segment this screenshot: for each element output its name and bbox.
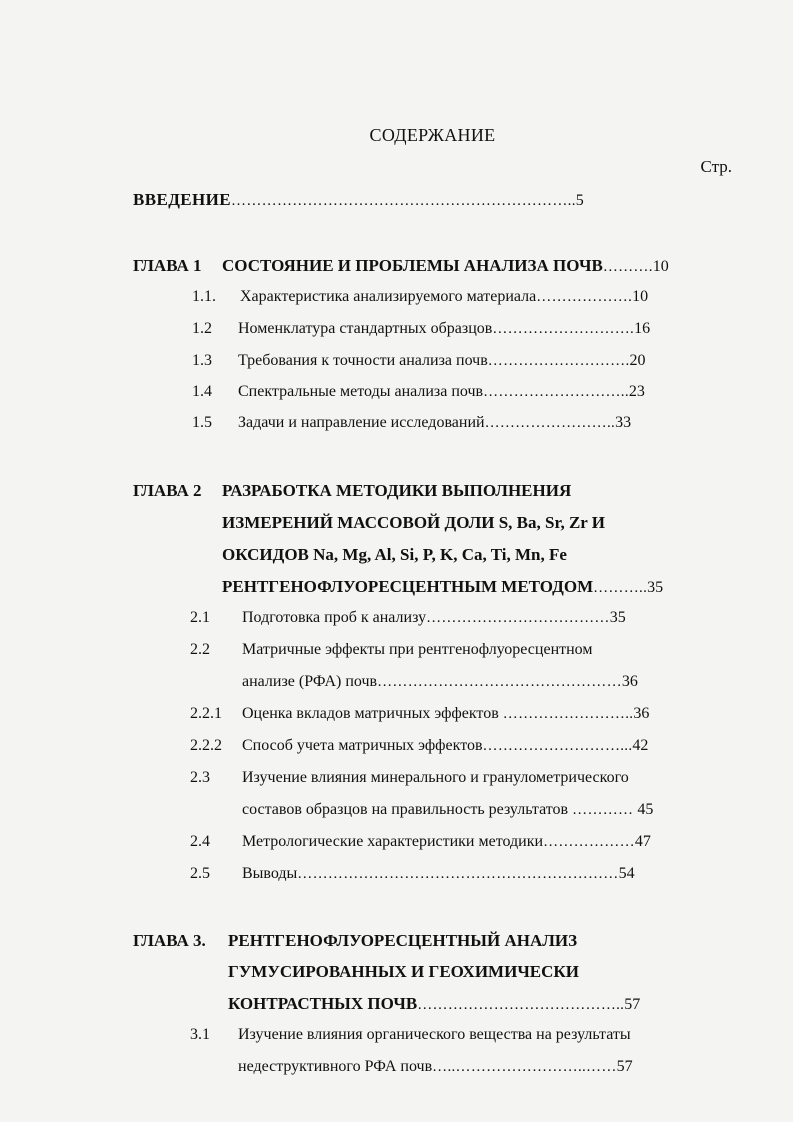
leader-dots: …..……………………..……	[432, 1059, 617, 1075]
leader-dots: ……….	[602, 259, 653, 275]
chapter-title: РЕНТГЕНОФЛУОРЕСЦЕНТНЫЙ АНАЛИЗ	[228, 931, 578, 950]
page-title: СОДЕРЖАНИЕ	[369, 125, 496, 145]
page-number: 45	[637, 801, 654, 818]
toc-chapter-2-title-line-1[interactable]	[222, 481, 571, 503]
chapter-label: ГЛАВА 3.	[133, 931, 206, 950]
section-title: Номенклатура стандартных образцов	[238, 320, 493, 337]
chapter-label: ГЛАВА 1	[133, 256, 202, 275]
leader-dots: ……………………….	[492, 321, 635, 337]
toc-chapter-2-title-line-2[interactable]	[222, 513, 605, 535]
page-number: 10	[652, 258, 669, 275]
page-number: 42	[632, 737, 649, 754]
toc-chapter-3-title-line-2[interactable]	[228, 962, 579, 984]
section-title: Оценка вкладов матричных эффектов	[242, 705, 499, 722]
toc-section-2-3-continued[interactable]	[242, 801, 653, 823]
leader-dots: ………………………………	[426, 610, 610, 626]
page-number: 57	[616, 1058, 633, 1075]
leader-dots: ………………………...	[482, 738, 633, 754]
section-number: 2.1	[190, 609, 210, 626]
leader-dots: …………………………………………………………..	[231, 193, 576, 209]
section-title: Выводы	[242, 865, 298, 882]
page-number: 10	[632, 288, 649, 305]
page-number: 57	[624, 996, 641, 1013]
section-number: 1.1.	[192, 288, 216, 305]
toc-section-3-1-continued[interactable]	[238, 1058, 633, 1080]
section-number: 2.2.1	[190, 705, 222, 722]
page-column-label: Стр.	[700, 157, 732, 176]
chapter-title: ИЗМЕРЕНИЙ МАССОВОЙ ДОЛИ S, Ba, Sr, Zr И	[222, 513, 606, 532]
chapter-title: РАЗРАБОТКА МЕТОДИКИ ВЫПОЛНЕНИЯ	[222, 481, 572, 500]
leader-dots: ………………	[543, 834, 635, 850]
chapter-title: КОНТРАСТНЫХ ПОЧВ	[228, 994, 418, 1013]
chapter-title: ОКСИДОВ Na, Mg, Al, Si, P, K, Ca, Ti, Mn, Fe	[222, 545, 567, 564]
leader-dots: ……………………….	[487, 353, 630, 369]
page-number: 20	[629, 352, 646, 369]
toc-chapter-2[interactable]	[133, 481, 202, 503]
chapter-label: ГЛАВА 2	[133, 481, 202, 500]
section-title: Подготовка проб к анализу	[242, 609, 427, 626]
toc-chapter-2-title-line-3[interactable]	[222, 545, 567, 567]
leader-dots: ………..	[593, 580, 648, 596]
leader-dots: …………………………………………	[377, 674, 622, 690]
page-number: 35	[647, 579, 664, 596]
section-number: 1.4	[192, 383, 212, 400]
toc-section-2-2-continued[interactable]	[242, 673, 638, 695]
section-number: 2.2	[190, 641, 210, 658]
leader-dots: …………………………………..	[417, 997, 625, 1013]
section-title: Изучение влияния органического вещества на результаты	[238, 1026, 631, 1043]
page-number: 36	[633, 705, 650, 722]
leader-dots: ………………………………………………………	[297, 866, 619, 882]
section-number: 2.2.2	[190, 737, 222, 754]
section-title: Задачи и направление исследований	[238, 414, 485, 431]
chapter-title: ГУМУСИРОВАННЫХ И ГЕОХИМИЧЕСКИ	[228, 962, 579, 981]
page-number: 5	[575, 192, 584, 209]
toc-chapter-3-title-line-3[interactable]	[228, 994, 640, 1016]
section-title: Изучение влияния минерального и гранулометрического	[242, 769, 629, 786]
page-number: 36	[621, 673, 638, 690]
leader-dots: ………………………..	[483, 384, 629, 400]
section-title: Требования к точности анализа почв	[238, 352, 488, 369]
section-number: 2.3	[190, 769, 210, 786]
toc-entry-title: ВВЕДЕНИЕ	[133, 190, 232, 209]
leader-dots: ……………….	[536, 289, 633, 305]
page-number: 47	[634, 833, 651, 850]
page-number: 33	[615, 414, 632, 431]
toc-chapter-1-title[interactable]	[222, 256, 669, 278]
toc-chapter-3-title-line-1[interactable]	[228, 931, 577, 953]
page-number: 54	[618, 865, 635, 882]
toc-entry-intro[interactable]	[133, 190, 584, 212]
chapter-title: РЕНТГЕНОФЛУОРЕСЦЕНТНЫМ МЕТОДОМ	[222, 577, 594, 596]
section-number: 2.5	[190, 865, 210, 882]
leader-dots: …………	[568, 802, 638, 818]
section-number: 1.2	[192, 320, 212, 337]
page-number: 16	[634, 320, 651, 337]
leader-dots: ……………………..	[498, 706, 634, 722]
toc-chapter-2-title-line-4[interactable]	[222, 577, 663, 599]
section-number: 2.4	[190, 833, 210, 850]
leader-dots: ……………………..	[484, 415, 616, 431]
section-number: 1.5	[192, 414, 212, 431]
section-title: Способ учета матричных эффектов	[242, 737, 483, 754]
section-title: Характеристика анализируемого материала	[240, 288, 537, 305]
section-number: 3.1	[190, 1026, 210, 1043]
section-title: анализе (РФА) почв	[242, 673, 378, 690]
toc-chapter-3[interactable]	[133, 931, 206, 953]
chapter-title: СОСТОЯНИЕ И ПРОБЛЕМЫ АНАЛИЗА ПОЧВ	[222, 256, 603, 275]
section-title: составов образцов на правильность результатов	[242, 801, 569, 818]
section-number: 1.3	[192, 352, 212, 369]
section-title: недеструктивного РФА почв	[238, 1058, 433, 1075]
section-title: Матричные эффекты при рентгенофлуоресцентном	[242, 641, 593, 658]
toc-chapter-1[interactable]	[133, 256, 202, 278]
section-title: Спектральные методы анализа почв	[238, 383, 484, 400]
section-title: Метрологические характеристики методики	[242, 833, 544, 850]
page-number: 23	[628, 383, 645, 400]
page-number: 35	[609, 609, 626, 626]
